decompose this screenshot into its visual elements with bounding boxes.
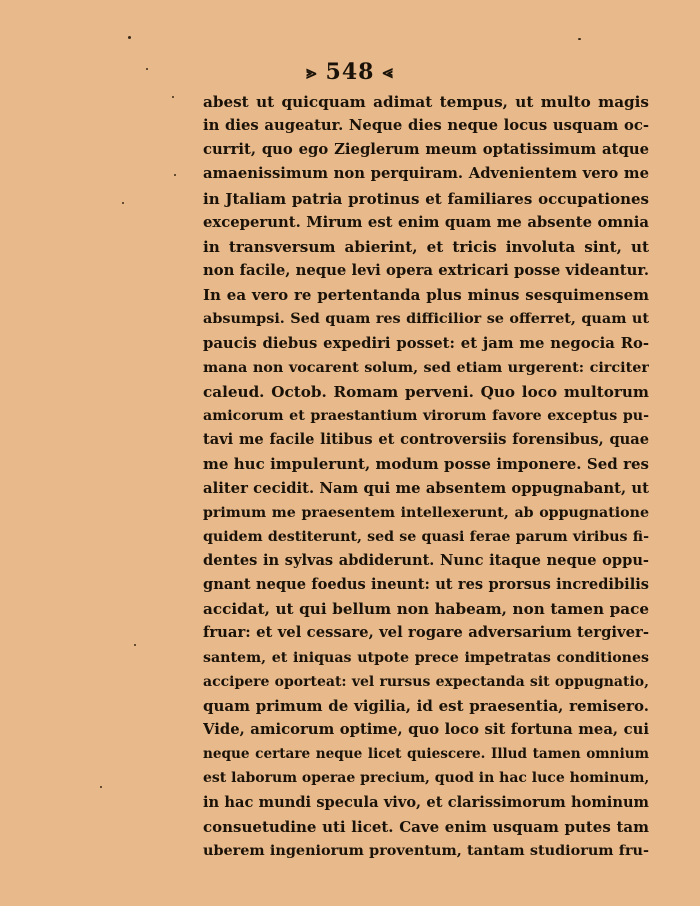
text-line: absumpsi. Sed quam res difficilior se offerret, quam ut (203, 310, 649, 328)
text-line: paucis diebus expediri posset: et jam me negocia Ro- (203, 334, 649, 352)
text-line: accipere oporteat: vel rursus expectanda sit oppugnatio, (203, 673, 649, 690)
ornament-right-icon: ⪡ (382, 61, 394, 83)
text-line: fruar: et vel cessare, vel rogare adversarium tergiver- (203, 624, 649, 642)
text-line: caleud. Octob. Romam perveni. Quo loco multorum (203, 382, 649, 401)
text-line: consuetudine uti licet. Cave enim usquam putes tam (203, 817, 649, 836)
paper-speck (134, 644, 136, 646)
text-line: abest ut quicquam adimat tempus, ut multo magis (203, 93, 649, 111)
page-header (0, 58, 700, 85)
text-line: in Jtaliam patria protinus et familiares occupationes (203, 189, 649, 208)
text-line: Vide, amicorum optime, quo loco sit fortuna mea, cui (203, 721, 649, 739)
paper-speck (128, 36, 131, 39)
text-line: quidem destiterunt, sed se quasi ferae parum viribus fi- (203, 528, 649, 545)
text-line: exceperunt. Mirum est enim quam me absente omnia (203, 213, 649, 231)
text-line: non facile, neque levi opera extricari posse videantur. (203, 262, 649, 280)
text-line: in dies augeatur. Neque dies neque locus usquam oc- (203, 117, 649, 135)
text-line: santem, et iniquas utpote prece impetratas conditiones (203, 649, 649, 666)
text-line: in hac mundi specula vivo, et clarissimorum hominum (203, 793, 649, 811)
text-line: quam primum de vigilia, id est praesentia, remisero. (203, 696, 649, 715)
text-line: In ea vero re pertentanda plus minus sesquimensem (203, 286, 649, 305)
paper-speck (174, 174, 176, 176)
text-line: currit, quo ego Zieglerum meum optatissimum atque (203, 141, 649, 159)
text-line: amicorum et praestantium virorum favore exceptus pu- (203, 408, 649, 425)
page-number: 548 (325, 59, 375, 85)
paper-speck (100, 786, 102, 788)
paper-speck (146, 68, 148, 70)
text-line: me huc impulerunt, modum posse imponere. Sed res (203, 455, 649, 474)
text-line: accidat, ut qui bellum non habeam, non tamen pace (203, 600, 649, 619)
letter-body (203, 90, 649, 863)
text-line: gnant neque foedus ineunt: ut res prorsus incredibilis (203, 576, 649, 594)
text-line: dentes in sylvas abdiderunt. Nunc itaque neque oppu- (203, 551, 649, 569)
text-line: mana non vocarent solum, sed etiam urgerent: circiter (203, 358, 649, 376)
text-line: in transversum abierint, et tricis involuta sint, ut (203, 237, 649, 256)
text-line: tavi me facile litibus et controversiis forensibus, quae (203, 431, 649, 449)
paper-speck (172, 96, 174, 98)
text-line: uberem ingeniorum proventum, tantam studiorum fru- (203, 841, 649, 859)
paper-speck (578, 38, 581, 40)
text-line: aliter cecidit. Nam qui me absentem oppugnabant, ut (203, 479, 649, 497)
text-line: neque certare neque licet quiescere. Illud tamen omnium (203, 746, 649, 763)
ornament-left-icon: ⪢ (306, 61, 318, 83)
paper-speck (122, 202, 124, 204)
text-line: primum me praesentem intellexerunt, ab oppugnatione (203, 504, 649, 521)
text-line: amaenissimum non perquiram. Advenientem vero me (203, 165, 649, 183)
text-line: est laborum operae precium, quod in hac luce hominum, (203, 770, 649, 787)
